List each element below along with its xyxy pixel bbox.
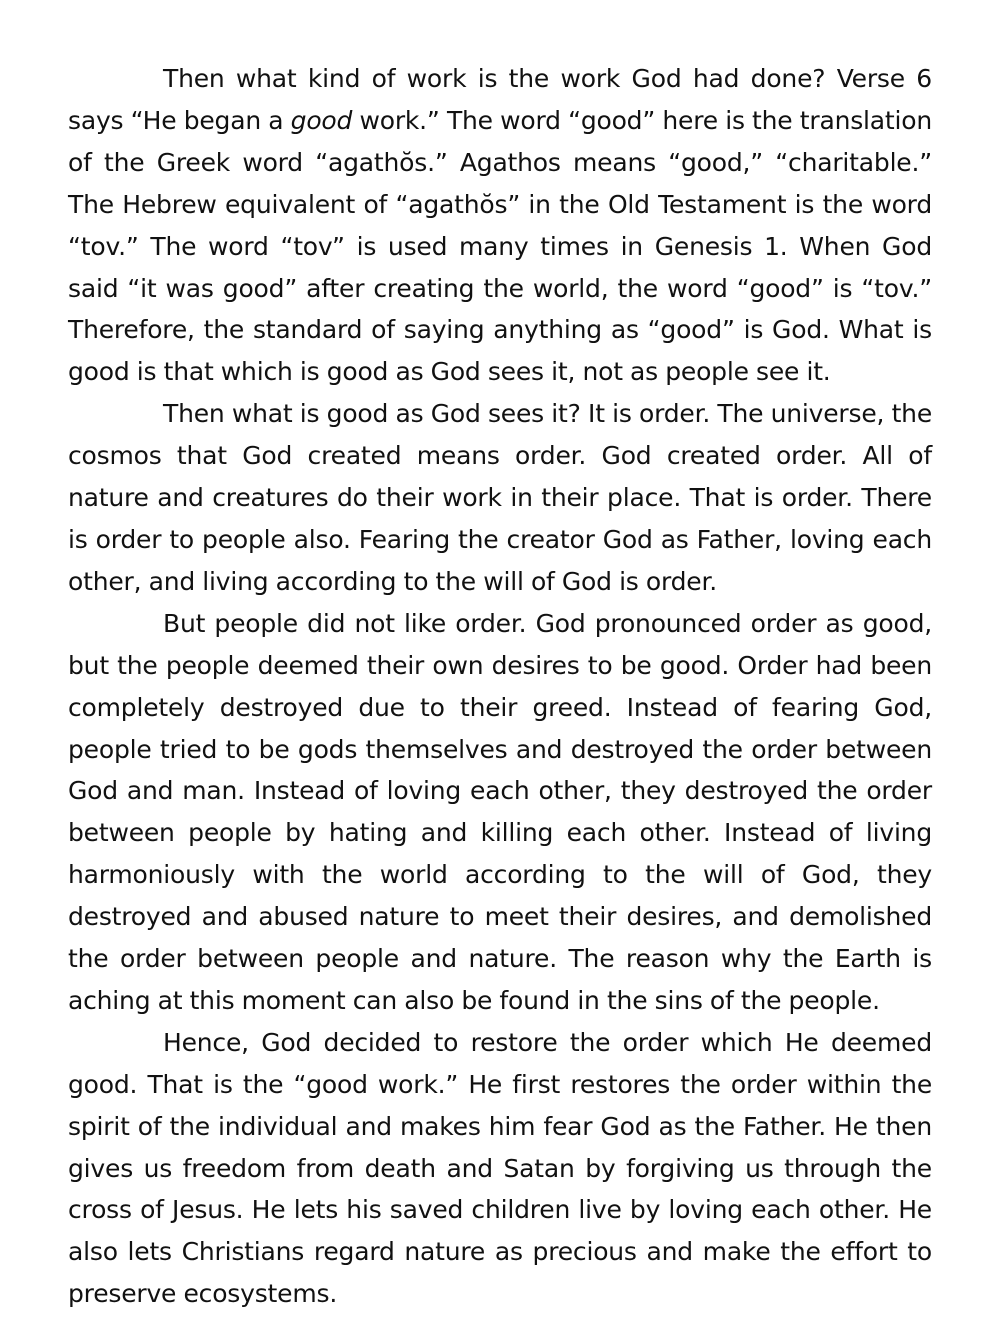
paragraph-1-text-after: work.” The word “good” here is the translation of the Greek word “agathŏs.” Agathos means “good,” “charitable.” The Hebrew equivalent of “agathŏs” in the Old Testament is the word “tov.” The word “tov” is used many times in Genesis 1. When God said “it was good” after creating the world, the word “good” is “tov.” Therefore, the standard of saying anything as “good” is God. What is good is that which is good as God sees it, not as people see it.	[68, 105, 932, 387]
paragraph-1-text-before: Then what kind of work is the work God had done? Verse 6 says “He began a	[68, 64, 932, 135]
paragraph-4: Hence, God decided to restore the order which He deemed good. That is the “good work.” He first restores the order within the spirit of the individual and makes him fear God as the Father. He then gives us freedom from death and Satan by forgiving us through the cross of Jesus. He lets his saved children live by loving each other. He also lets Christians regard nature as precious and make the effort to preserve ecosystems.	[68, 1027, 932, 1309]
paragraph-1	[68, 58, 932, 393]
paragraph-3: But people did not like order. God pronounced order as good, but the people deemed their own desires to be good. Order had been completely destroyed due to their greed. Instead of fearing God, people tried to be gods themselves and destroyed the order between God and man. Instead of loving each other, they destroyed the order between people by hating and killing each other. Instead of living harmoniously with the world according to the will of God, they destroyed and abused nature to meet their desires, and demolished the order between people and nature. The reason why the Earth is aching at this moment can also be found in the sins of the people.	[68, 608, 932, 1015]
document-page	[68, 58, 932, 1315]
emphasis-good: good	[290, 105, 353, 135]
paragraph-2: Then what is good as God sees it? It is order. The universe, the cosmos that God created means order. God created order. All of nature and creatures do their work in their place. That is order. There is order to people also. Fearing the creator God as Father, loving each other, and living according to the will of God is order.	[68, 399, 932, 596]
